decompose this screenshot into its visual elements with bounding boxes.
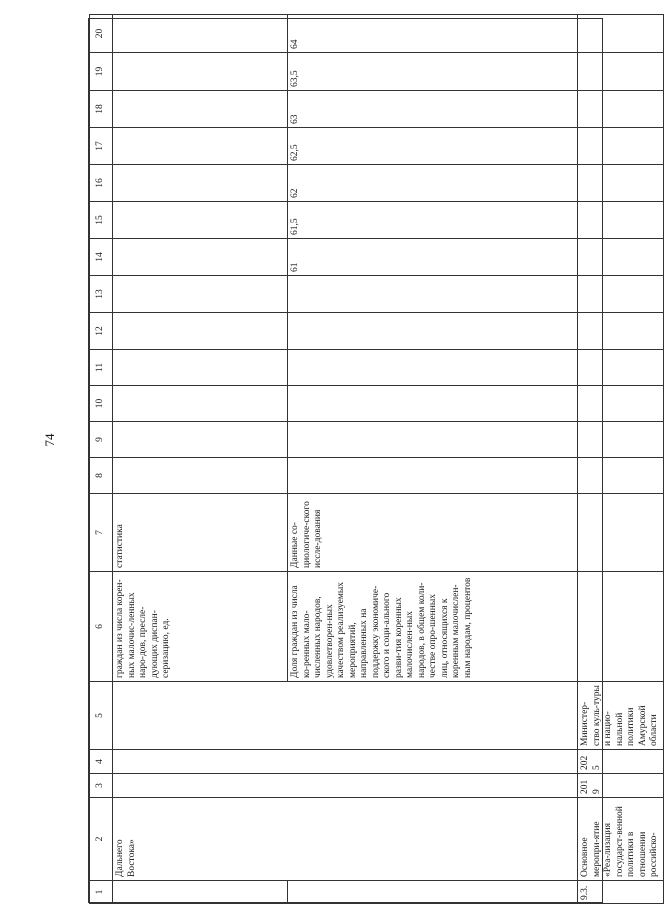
value-cell <box>113 15 288 53</box>
value-cell <box>578 165 664 202</box>
value-cell <box>578 276 664 313</box>
header-cell: 11 <box>90 350 113 386</box>
header-cell: 17 <box>90 128 113 165</box>
value-cell <box>113 386 288 422</box>
data-source-cell: Данные со-циологиче-ского иссле-дования <box>288 494 578 572</box>
header-cell: 18 <box>90 91 113 128</box>
header-cell: 16 <box>90 165 113 202</box>
event-name-cell: Основное меропри-ятие «Реа-лизация государст-венной политики в отношении российско- <box>578 798 664 881</box>
value-cell <box>288 422 578 458</box>
value-cell <box>578 202 664 239</box>
value-cell <box>113 128 288 165</box>
header-row <box>90 15 113 904</box>
value-cell <box>578 313 664 350</box>
value-cell: 61,5 <box>288 202 578 239</box>
value-cell <box>113 313 288 350</box>
start-year-cell: 2019 <box>578 774 664 798</box>
responsible-cell <box>113 682 578 750</box>
end-year-cell <box>113 750 578 774</box>
value-cell <box>113 202 288 239</box>
end-year-cell: 2025 <box>578 750 664 774</box>
value-cell <box>113 165 288 202</box>
value-cell <box>578 350 664 386</box>
header-cell: 10 <box>90 386 113 422</box>
value-cell <box>113 458 288 494</box>
value-cell <box>113 276 288 313</box>
value-cell <box>578 15 664 53</box>
header-cell: 14 <box>90 239 113 276</box>
header-cell: 2 <box>90 798 113 881</box>
value-cell <box>113 239 288 276</box>
value-cell <box>578 91 664 128</box>
indicator-name-cell: граждан из числа корен-ных малочис-ленных наро-дов, пресле-дующих диспан-серизацию, ед. <box>113 572 288 682</box>
data-source-cell <box>578 494 664 572</box>
header-cell: 6 <box>90 572 113 682</box>
program-indicators-table <box>89 14 664 904</box>
row-number-cell: 9.3. <box>578 881 664 904</box>
value-cell: 62 <box>288 165 578 202</box>
header-cell: 19 <box>90 53 113 91</box>
table-row <box>113 15 288 904</box>
value-cell: 64 <box>288 15 578 53</box>
value-cell <box>113 350 288 386</box>
header-cell: 20 <box>90 15 113 53</box>
header-cell: 15 <box>90 202 113 239</box>
value-cell: 61 <box>288 239 578 276</box>
value-cell <box>578 458 664 494</box>
header-cell: 1 <box>90 881 113 904</box>
indicator-name-cell: Доля граждан из числа ко-ренных мало-численных народов, удовлетворен-ных качеством реализуемых мероприятий, направленных на поддержку экономиче-ского и соци-ального разви-тия коренных малочислен-ных народов, в общем коли-честве опро-шенных лиц, относящихся к коренным малочислен-ным народам, процентов <box>288 572 578 682</box>
value-cell <box>578 422 664 458</box>
value-cell <box>578 128 664 165</box>
rotated-table-container <box>89 19 659 904</box>
responsible-cell: Министер-ство куль-туры и нацио-нальной политики Амурской области <box>578 682 664 750</box>
header-cell: 3 <box>90 774 113 798</box>
row-number-cell <box>113 881 288 904</box>
value-cell <box>113 91 288 128</box>
data-source-cell: статистика <box>113 494 288 572</box>
page-number: 74 <box>42 433 57 447</box>
value-cell <box>288 313 578 350</box>
value-cell <box>288 350 578 386</box>
table-row <box>578 15 664 904</box>
header-cell: 7 <box>90 494 113 572</box>
value-cell <box>113 422 288 458</box>
indicator-name-cell <box>578 572 664 682</box>
value-cell: 63 <box>288 91 578 128</box>
start-year-cell <box>113 774 578 798</box>
header-cell: 4 <box>90 750 113 774</box>
event-name-cell: Дальнего Востока» <box>113 798 578 881</box>
header-cell: 12 <box>90 313 113 350</box>
table-frame <box>88 18 659 903</box>
value-cell: 63,5 <box>288 53 578 91</box>
value-cell: 62,5 <box>288 128 578 165</box>
value-cell <box>578 239 664 276</box>
row-number-cell <box>288 881 578 904</box>
value-cell <box>288 276 578 313</box>
header-cell: 8 <box>90 458 113 494</box>
value-cell <box>578 53 664 91</box>
header-cell: 13 <box>90 276 113 313</box>
header-cell: 9 <box>90 422 113 458</box>
value-cell <box>288 458 578 494</box>
value-cell <box>113 53 288 91</box>
value-cell <box>578 386 664 422</box>
header-cell: 5 <box>90 682 113 750</box>
value-cell <box>288 386 578 422</box>
